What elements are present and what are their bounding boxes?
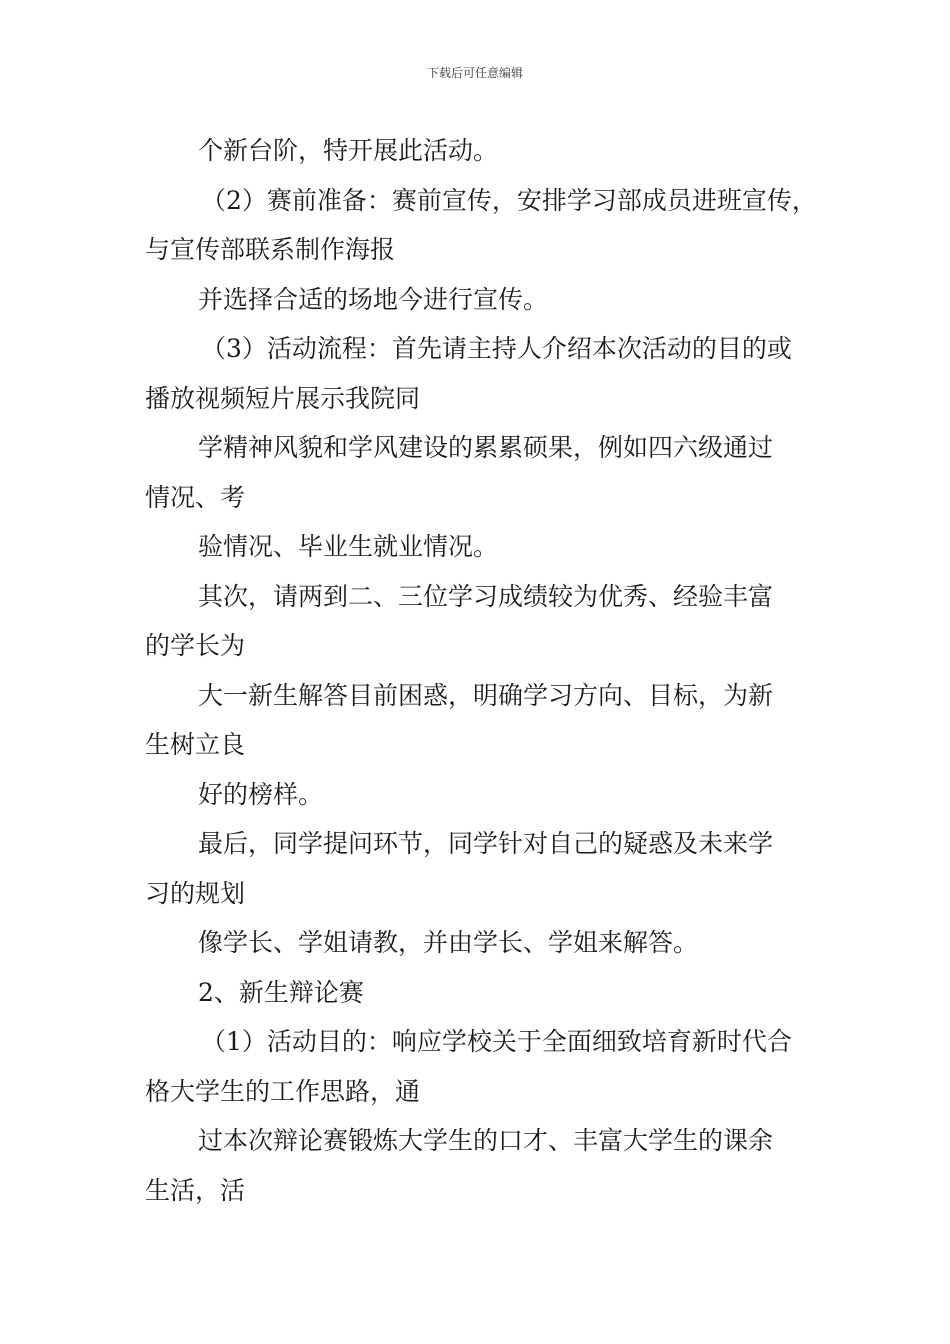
paragraph-line: 大一新生解答目前困惑，明确学习方向、目标，为新	[198, 680, 774, 710]
paragraph-line: 生树立良	[145, 730, 246, 759]
section-heading: 2、新生辩论赛	[198, 977, 364, 1007]
paragraph-line: 生活，活	[145, 1175, 246, 1205]
paragraph-line: 的学长为	[145, 631, 246, 660]
paragraph-line: 最后，同学提问环节，同学针对自己的疑惑及未来学	[198, 829, 774, 858]
paragraph-line: 习的规划	[145, 878, 246, 908]
header-note: 下载后可任意编辑	[426, 66, 523, 80]
paragraph-line: 好的榜样。	[198, 779, 324, 809]
paragraph-line: 像学长、学姐请教，并由学长、学姐来解答。	[198, 928, 699, 957]
page-header	[0, 66, 950, 80]
paragraph-line: 播放视频短片展示我院同	[145, 383, 421, 413]
document-body	[145, 126, 815, 1215]
paragraph-line: 个新台阶，特开展此活动。	[198, 136, 499, 165]
paragraph-line: 验情况、毕业生就业情况。	[198, 532, 499, 561]
paragraph-line: 过本次辩论赛锻炼大学生的口才、丰富大学生的课余	[198, 1126, 774, 1155]
paragraph-line: 情况、考	[145, 482, 246, 512]
paragraph-line: （2）赛前准备：赛前宣传，安排学习部成员进班宣传，	[201, 185, 817, 215]
paragraph-line: 格大学生的工作思路，通	[145, 1076, 421, 1106]
paragraph-line: 其次，请两到二、三位学习成绩较为优秀、经验丰富	[198, 581, 774, 611]
paragraph-line: 并选择合适的场地今进行宣传。	[198, 284, 549, 314]
paragraph-line: 与宣传部联系制作海报	[145, 235, 396, 264]
paragraph-line: 学精神风貌和学风建设的累累硕果，例如四六级通过	[198, 433, 774, 462]
paragraph-line: （3）活动流程：首先请主持人介绍本次活动的目的或	[201, 334, 792, 363]
paragraph-line: （1）活动目的：响应学校关于全面细致培育新时代合	[201, 1027, 792, 1056]
